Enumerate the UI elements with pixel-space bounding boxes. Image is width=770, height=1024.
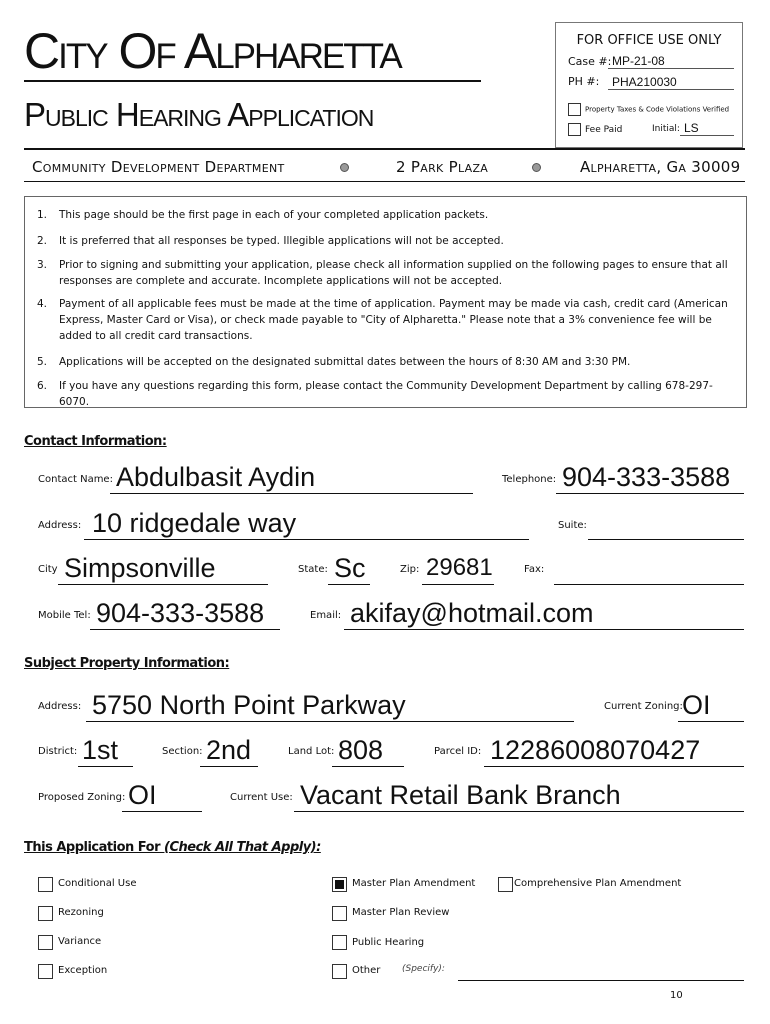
bullet-dot: [340, 163, 349, 172]
office-use-box: [555, 22, 743, 148]
field-underline: [78, 766, 133, 767]
rezoning-label: Rezoning: [58, 907, 104, 918]
other-checkbox[interactable]: [332, 964, 347, 979]
current-zoning-label: Current Zoning:: [604, 701, 683, 712]
state-label: State:: [298, 564, 328, 575]
fee-paid-label: Fee Paid: [585, 125, 623, 135]
field-underline: [84, 539, 529, 540]
city-label: City: [38, 564, 58, 575]
field-underline: [122, 811, 202, 812]
field-underline: [110, 493, 473, 494]
fax-label: Fax:: [524, 564, 545, 575]
zip-label: Zip:: [400, 564, 420, 575]
title-underline: [24, 80, 481, 82]
variance-label: Variance: [58, 936, 102, 947]
field-underline: [422, 584, 494, 585]
field-underline: [58, 584, 268, 585]
city-title: City Of Alpharetta: [24, 23, 401, 79]
other-label: Other: [352, 965, 381, 976]
case-label: Case #:: [568, 55, 612, 68]
form-title: Public Hearing Application: [24, 96, 374, 133]
comprehensive-plan-amendment-label: Comprehensive Plan Amendment: [514, 878, 682, 889]
page-number: 10: [670, 990, 683, 1001]
contact-heading: Contact Information:: [24, 434, 167, 449]
property-address-field[interactable]: 5750 North Point Parkway: [92, 690, 406, 720]
master-plan-review-label: Master Plan Review: [352, 907, 450, 918]
proposed-zoning-label: Proposed Zoning:: [38, 792, 126, 803]
email-field[interactable]: akifay@hotmail.com: [350, 598, 594, 628]
rezoning-checkbox[interactable]: [38, 906, 53, 921]
field-underline: [588, 539, 744, 540]
field-underline: [344, 629, 744, 630]
email-label: Email:: [310, 610, 342, 621]
office-use-heading: FOR OFFICE USE ONLY: [576, 33, 722, 48]
master-plan-amendment-checkbox[interactable]: [332, 877, 347, 892]
field-underline: [86, 721, 574, 722]
conditional-use-label: Conditional Use: [58, 878, 137, 889]
property-address-label: Address:: [38, 701, 82, 712]
field-underline: [90, 629, 280, 630]
exception-checkbox[interactable]: [38, 964, 53, 979]
parcel-id-field[interactable]: 12286008070427: [490, 735, 701, 765]
land-lot-label: Land Lot:: [288, 746, 335, 757]
mobile-field[interactable]: 904-333-3588: [96, 598, 265, 628]
parcel-id-label: Parcel ID:: [434, 746, 482, 757]
field-underline: [484, 766, 744, 767]
dept-name: Community Development Department: [32, 158, 285, 176]
field-underline: [556, 493, 744, 494]
application-for-heading: [24, 840, 321, 855]
contact-name-label: Contact Name:: [38, 474, 113, 485]
variance-checkbox[interactable]: [38, 935, 53, 950]
section-label: Section:: [162, 746, 203, 757]
instructions-box: 1. This page should be the first page in each of your completed application packets. 2. It is preferred that all responses be typed. Illegible applications will not be accepted. 3. Prior to signing and submitting your application, please check all information supplied on the following pages to ensure that all responses are complete and accurate. Incomplete applications will not be accepted. 4. Payment of all applicable fees must be made at the time of application. Payment may be made via cash, credit card (American Express, Master Card or Visa), or check made payable to "City of Alpharetta." Please note that a 3% convenience fee will be added to all credit card transactions. 5. Applications will be accepted on the designated submittal dates between the hours of 8:30 AM and 3:30 PM. 6. If you have any questions regarding this form, please contact the Community Development Department by calling 678-297-6070.: [24, 196, 747, 408]
zip-field[interactable]: 29681: [426, 554, 493, 581]
master-plan-amendment-label: Master Plan Amendment: [352, 878, 476, 889]
bullet-dot: [532, 163, 541, 172]
address-field[interactable]: 10 ridgedale way: [92, 508, 297, 538]
ph-number-field[interactable]: PHA210030: [608, 75, 734, 90]
application-for-title: This Application For: [24, 840, 160, 855]
field-underline: [554, 584, 744, 585]
dept-bar-top-rule: [24, 148, 745, 150]
field-underline: [332, 766, 404, 767]
contact-name-field[interactable]: Abdulbasit Aydin: [116, 462, 316, 492]
exception-label: Exception: [58, 965, 108, 976]
telephone-label: Telephone:: [502, 474, 557, 485]
district-label: District:: [38, 746, 78, 757]
public-hearing-checkbox[interactable]: [332, 935, 347, 950]
property-heading: Subject Property Information:: [24, 656, 230, 671]
fee-paid-checkbox[interactable]: [568, 123, 581, 136]
state-field[interactable]: Sc: [334, 553, 366, 583]
land-lot-field[interactable]: 808: [338, 735, 384, 765]
mobile-label: Mobile Tel:: [38, 610, 91, 621]
dept-address: 2 Park Plaza: [396, 158, 489, 176]
public-hearing-label: Public Hearing: [352, 937, 425, 948]
fee-paid-row: [568, 123, 622, 136]
dept-city: Alpharetta, Ga 30009: [580, 158, 741, 176]
field-underline: [678, 721, 744, 722]
current-use-label: Current Use:: [230, 792, 293, 803]
specify-label: (Specify):: [402, 964, 445, 974]
comprehensive-plan-amendment-checkbox[interactable]: [498, 877, 513, 892]
initial-label: Initial:: [652, 124, 680, 134]
master-plan-review-checkbox[interactable]: [332, 906, 347, 921]
district-field[interactable]: 1st: [82, 735, 119, 765]
conditional-use-checkbox[interactable]: [38, 877, 53, 892]
case-number-field[interactable]: MP-21-08: [608, 54, 734, 69]
telephone-field[interactable]: 904-333-3588: [562, 462, 731, 492]
ph-label: PH #:: [568, 75, 600, 88]
current-zoning-field[interactable]: OI: [682, 690, 711, 720]
city-field[interactable]: Simpsonville: [64, 553, 216, 583]
dept-bar-bottom-rule: [24, 181, 745, 182]
current-use-field[interactable]: Vacant Retail Bank Branch: [300, 780, 621, 810]
suite-label: Suite:: [558, 520, 587, 531]
address-label: Address:: [38, 520, 82, 531]
proposed-zoning-field[interactable]: OI: [128, 780, 157, 810]
field-underline: [328, 584, 370, 585]
verified-row: [568, 103, 729, 116]
field-underline: [294, 811, 744, 812]
section-field[interactable]: 2nd: [206, 735, 252, 765]
verified-label: Property Taxes & Code Violations Verified: [585, 105, 730, 114]
application-for-note: (Check All That Apply):: [164, 840, 321, 855]
field-underline: [200, 766, 258, 767]
initial-field[interactable]: LS: [680, 121, 734, 136]
other-specify-field[interactable]: [458, 980, 744, 981]
verified-checkbox[interactable]: [568, 103, 581, 116]
